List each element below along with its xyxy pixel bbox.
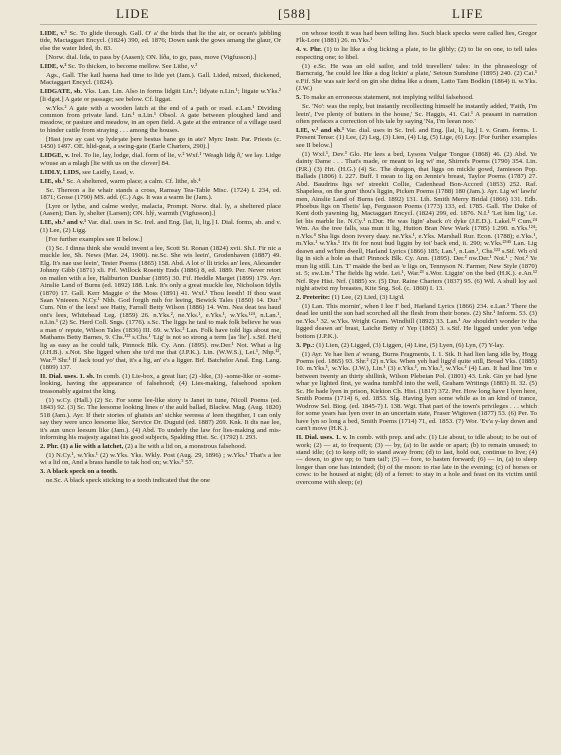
entry-text: (1) e.Sc. He was an old sailor, and told travellers' tales: in the phraseology of Barncraig, 'he could lee like a dog lickin' a plate,' Setoun Sunshine (1895) 240. (2) Cai.¹ e.Fif. She was sair lee'd on gin she didna like a dram, Latto Tam Bodkin (1864) ii. w.Yks. (J.W.) xyxy=(296,62,537,93)
entry-headword: 5. xyxy=(296,94,302,102)
entry-text: (1) Lan. This mornin', when I lee I' bed, Harland Lyrics (1866) 234. e.Lan.¹ There the dead lee until the sun had scorched all the flesh from their bones. (2) Shr.¹ Inform. 53. (3) ne.Yks.¹ 32. w.Yks. Wright Gram. Windhill (1892) 33. Lan.¹ Aw shouldn't wonder iv tha ligged deawn an' brast, Laiche Betty o' Yep (1865) 3. s.Stf. He ligged under yon 'edge bottom (J.P.K.). xyxy=(296,302,537,340)
dictionary-entry xyxy=(40,88,281,103)
entry-text: Sc. A sheltered, warm place; a calm. Cf. lithe, sb.⁴ xyxy=(66,177,201,185)
dictionary-entry xyxy=(296,294,537,301)
entry-text: see Laidly, Lead, v. xyxy=(82,168,135,176)
entry-text: ne.Sc. A black speck sticking to a tooth indicated that the one xyxy=(46,477,210,485)
entry-text: [Norw. dial. lida, to pass by (Aasen); ON. líða, to go, pass, move (Vigfusson).] xyxy=(46,53,257,61)
dictionary-entry xyxy=(40,187,281,202)
entry-headword: 4. v. Phr. xyxy=(296,46,322,54)
entry-text: (1) Lien, (2) Ligged, (3) Liggen, (4) Line, (5) Lyen, (6) Lyn, (7) Y-lay. xyxy=(316,341,505,349)
right-column xyxy=(296,30,537,748)
entry-text: (1) N.Cy.¹, w.Yks.¹ (2) w.Yks. Yks. Wkly. Post (Aug. 29, 1896) ; w.Yks.¹ That's a lee wi a lid on, And a brass handle to tak hod on; w.Yks.⁵ 57. xyxy=(40,452,281,467)
entry-text: Ags., Gall. The kail haena had time to lide yet (Jam.). Gall. Lided, mixed, thickened, Mactaggart Encycl. (1824). xyxy=(40,71,281,87)
entry-text: Var. dial. uses in Sc. Irel. and Eng. [lai, li, lig.] I. v. Gram. forms. 1. Present Tense: (1) Lee, (2) Leg, (3) Lien, (4) Lig, (5) Lige, (6) Loy. [For further examples see II below.] xyxy=(296,126,537,149)
dictionary-entry xyxy=(40,152,281,167)
entry-text: In comb. (1) Lie-box, a great liar; (2) -like, (3) -some-like or -some-looking, having the appearance of falsehood; (4) Lies-making, falsehood spoken treasonably against the king. xyxy=(40,372,281,395)
entry-headword: LIDE, v.² xyxy=(40,62,67,70)
dictionary-entry xyxy=(40,452,281,467)
entry-text: In comb. with prep. and adv. (1) Lie about, to idle about; to be out of work; (2) — at, to frequent; (3) — by, (a) to lie aside or apart; (b) to remain unused; to stand idle; (c) to keep off; to stand away from; (d) to last, hold out, continue to live; (4) — down, to give up; to 'turn tail'; (5) — fore, to hasten forward; (6) — in, (a) to sleep longer than one has intended; (b) of the moon: to rise late in the evening; (c) of horses or cows: to be housed at night; (d) of a ferret: to stay in a hole and feast on its victim until overcome with sleep; (e) xyxy=(296,434,537,486)
dictionary-entry xyxy=(40,136,281,151)
entry-headword: 3. Pp.: xyxy=(296,341,315,349)
dictionary-entry xyxy=(296,351,537,433)
entry-headword: LIDLY, LIDS, xyxy=(40,168,81,176)
entry-headword: 3. A black speck on a tooth. xyxy=(40,468,118,476)
dictionary-entry xyxy=(40,169,281,176)
entry-text: (1) to lie like a dog licking a plate, to lie glibly; (2) to lie on one, to tell tales respecting one; to libel. xyxy=(296,46,537,61)
dictionary-entry xyxy=(296,63,537,93)
dictionary-entry xyxy=(296,303,537,340)
header-left-guide-word: LIDE xyxy=(116,6,150,21)
entry-headword: 2. Preterite: xyxy=(296,293,331,301)
entry-headword: LIDE, v.¹ xyxy=(40,30,68,37)
entry-headword: LIE, v.² and sb.³ xyxy=(296,126,344,134)
dictionary-entry xyxy=(40,63,281,70)
entry-text: Yks. Lan. Lin. Also in forms lidgitt Lin.¹; lidyate n.Lin.¹; litgate w.Yks.² [li·dgət.] A gate or passage; see below. Cf. liggat. xyxy=(40,88,281,103)
entry-text: (1) Sc. I dinna think she would invent a lee, Scott St. Ronan (1824) xvii. Sh.I. Fir nic a muckle lee, Sh. News (Mar. 24, 1900). ne.Sc. She wis leein', Grodenhaven (1887) 49. Elg. It's nae use leein', Tester Poems (1865) 158. Abd. A lot o' lli tricks an' lees, Alexander Johnny Gibb (1871) xli. Frf. Willock Rosetty Ends (1886) 8, ed. 1889. Per. Never retort on mailen with a lee, Haliburton Dunbar (1895) 30. Fif. Heddle Marget (1899) 179. Ayr. Ainslie Land of Burns (ed. 1892) 188. Lnk. It's only a great muckle lee, Nicholson Idylls (1870) 17. Gall. Kerr Maggie o' the Moss (1891) 41. Wxf.¹ Thou leesth! If thou wast Saan Vnieeen. N.Cy.¹ Nhb. God forgih mih for leeing, Bewick Tales (1850) 14. Dur.¹ Cum. Nin o' the lees! see Hatty, Farrall Betty Wilson (1886) 14. Wm. Nea deat tea haud ont's lees, Whitehead Leg. (1859) 26. n.Yks.², ne.Yks.¹, e.Yks.¹, w.Yks.¹²⁴, n.Lan.¹, n.Lin.¹ (2) Sc. Herd Coll. Sngs. (1776). s.Sc. The liggs he taul to mak folk believe he was a man o' repute, Wilson Tales (1836) III. 69. w.Yks.³ Lan. Folk have told ligs about me, Mathams Betty Barnes, 9. Chs.¹²³ s.Chs.¹ 'Lig' is not so strong a term [as 'lie']. s.Stf. He'd lig as easy as he could talk, Pinnock Blk. Cy. Ann. (1895). nw.Der.¹ Not. What a lig (J.H.B.). s.Not. She ligged when she to'd me that (J.P.K.). Lin. (W.W.S.), Lei.¹, Nhp.¹², War.²³ Shr.¹ If Jack toud yo' that, it's a lig, an' e's a ligger. Brf. Batchelor Anal. Eng. Lang. (1809) 137. xyxy=(40,244,281,372)
entry-text: To make an erroneous statement, not implying wilful falsehood. xyxy=(302,94,474,102)
dictionary-entry xyxy=(296,151,537,293)
dictionary-entry xyxy=(40,72,281,87)
dictionary-entry xyxy=(40,105,281,135)
entry-text: Var. dial. uses in Sc. Irel. and Eng. [lai, li, lig.] I. Dial. forms, sb. and v. (1) Lee, (2) Ligg. xyxy=(40,219,281,234)
entry-text: [For further examples see II below.] xyxy=(46,235,143,243)
dictionary-entry xyxy=(296,94,537,101)
left-column xyxy=(40,30,281,748)
dictionary-entry xyxy=(40,468,281,475)
entry-headword: II. Dial. uses. 1. sb. xyxy=(40,372,95,380)
entry-text: Sc. Thereon a lie whair stands a cross, Ramsay Tea-Table Misc. (1724) I. 234, ed. 1871; Grose (1790) MS. add. (C.) Ags. It was a warm lie (Jam.). xyxy=(40,186,281,202)
dictionary-entry xyxy=(296,30,537,45)
entry-text: [Hast jow ay cast vp lydeȝate þere bestus hane go in ate? Myrc Instr. Par. Priests (c. 1450) 1497. OE. hlid-geat, a swing-gate (Earle Charters, 290).] xyxy=(40,135,281,151)
page-number: [588] xyxy=(278,6,312,21)
dictionary-entry xyxy=(296,46,537,61)
entry-text: (1) Ayr. Ye hae lien a' wrang, Burns Fragments, I. 1. Stk. It had lien lang idle by, Hogg Poems (ed. 1865) 93. Shr.² (2) n.Yks. When yeh had ligg'd quite still, Broad Yks. (1885) 10. m.Yks.¹, w.Yks. (J.W.), Lin.¹ (3) e.Yks.¹, m.Yks.¹, w.Yks.² (4) Lan. It had line 'im e between twenty an thirty shillink, Wilson Plebeian Pol. (1801) 43. Lnk. Gin ye had lyne whar ye lighted first, ye wadna tumbl'd into the well, Graham Writings (1883) II. 32. (5) Sc. He hade lyen in prison, Kirkton Ch. Hist. (1817) 372. Per. How long have I lyen here, Smith Poems (1714) 6, ed. 1853. Slg. Having lyen some while as in an kind of trance, Wodrow Sel. Biog. (ed. 1845-7) I. 138. Wgt. That part of the town's privileges . . . which for some years has lyen over in an uncertain state, Fraser Wigtown (1877) 53. (6) Per. To have lyn so long a bed, Smith Poems (1714) 71, ed. 1853. (7) Wor. 'Ev'a y-lay down and carn't move (H.K.). xyxy=(296,350,537,433)
dictionary-entry xyxy=(40,236,281,243)
dictionary-entry xyxy=(40,30,281,52)
entry-text: [Lyre or lythe, and calme wedyr, malacia, Prompt. Norw. dial. ly, a sheltered place (Aasen); Dan. ly, shelter (Larsen); ON. hlý, warmth (Vigfusson).] xyxy=(40,203,281,218)
dictionary-entry xyxy=(40,397,281,442)
dictionary-entry xyxy=(40,203,281,218)
dictionary-entry xyxy=(40,245,281,372)
entry-text: (1) w.Cy. (Hall.) (2) Sc. For some lee-like story is Janet in tune, Nicoll Poems (ed. 1843) 92. (3) Sc. The leesome looking lines o' the auld ballad, Blackw. Mag. (Aug. 1820) 518 (Jam.). Ayr. If their stories of ghaists an' sichke wereна a' leen thegither, I can only say they were unco leesome like, Service Dr. Duguid (ed. 1887) 269. Knk. It dis nae lee, it's aun unco leesum like (Jam.). (4) Abd. To underly the law for lies-making and mis-informing his majesty against his good subjects, Spalding Hist. Sc. (1792) I. 293. xyxy=(40,396,281,442)
dictionary-entry xyxy=(40,178,281,185)
dictionary-entry xyxy=(296,434,537,486)
entry-text: (1) Lee, (2) Lied, (3) Lig'd. xyxy=(331,293,405,301)
entry-headword: LIDGATE, sb. xyxy=(40,88,83,96)
dictionary-entry xyxy=(40,443,281,450)
dictionary-entry xyxy=(40,373,281,395)
entry-headword: LIE, sb.² and v.¹ xyxy=(40,219,87,227)
dictionary-entry xyxy=(40,54,281,61)
entry-headword: 2. Phr. (1) a lie with a latchet, xyxy=(40,443,124,451)
entry-headword: LIDGE, v. xyxy=(40,152,70,160)
dictionary-entry xyxy=(40,219,281,234)
dictionary-entry xyxy=(40,477,281,484)
entry-headword: II. Dial. uses. 1. v. xyxy=(296,434,348,442)
entry-text: (1) Wxf.¹, Dev.³ Glo. He lees a bed, Lysons Vulgar Tongue (1868) 46. (2) Abd. Ye dainty Dame . . . That's made, or meant to leg wi' me, Shirrefs Poems (1790) 354. Lin. (P.R.) (3) Hrt. (H.G.) (4) Sc. The draigon, that liggs on mickle gowd, Jamieson Pop. Ballads (1806) I. 227. Buff. I mean to lig on Jennie's breast, Taylor Poems (1787) 27. Abd. Baudrins ligs wi' streekit Collie, Cadenhead Bon-Accord (1853) 252. Raf. Shapeless, on the grun' thou's liggin, Picken Poems (1788) 180 (Jam.). Ayr. Lig wi' lawfu' men, Ainslie Land of Burns (ed. 1892) 131. Lth. Smith Merry Bridal (1866) 131. Edb. Phoebus ligs on Thetis' lap, Fergusson Poems (1773) 133, ed. 1785. Gall. The Duke of Kent doth yawning lig, Mactaggart Encycl. (1824) 299, ed. 1876. N.I.¹ 'Let him lig,' i.e. let his marble lie. N.Cy.¹ n.Dur. He was ligin' aback o't dyke (J.E.D.). Lakel.¹² Cum.²⁴ Wm. As the tree falls, sua mun it lig, Hutton Bran New Wark (1785) 1.290. n.Yks.¹²⁴; n.Yks.⁴ Sha ligs doon ivvery daay. ne.Yks.¹, e.Yks. Marshall Rur. Econ. (1788); e.Yks.¹, m.Yks.¹ w.Yks.¹ It's fit for nout bud liggin by tot' back end, ii. 290; w.Yks.²³⁴⁵ Lan. Lig deawn and wi'him dwell, Harland Lyrics (1866) 185; Lan.¹, n.Lan.¹, Chs.¹²³ s.Stf. Wh o'd lig in sich a hole as that! Pinnock Blk. Cy. Ann. (1895). Der.² nw.Der.¹ Not.¹ ; Not.² Ye mun lig still. Lin. T' maäde the bed as 'e ligs on, Tennyson N. Farmer, New Style (1870) st. 5; sw.Lin.¹ The fields lig wide. Lei.¹, War.²³ s.Wor. Liggin' on the bed (H.K.). e.An.¹² Nrf. Rye Hist. Nrf. (1885) xv. (5) Dur. Raine Charters (1837) 95. (6) Wil. A shull loy aol night atwixt my breastes, Kite Sng. Sol. (c. 1860) I. 13. xyxy=(296,150,537,292)
entry-text: on whose tooth it was had been telling lies. Such black specks were called lies, Gregor Flk-Lore (1881) 26. m.Yks.¹ xyxy=(296,30,537,45)
dictionary-entry xyxy=(296,103,537,125)
entry-text: Irel. To lie, lay, lodge, dial. form of lie, v.² Wxf.¹ 'Weagh lidg ð,' we lay. Lidge w'ouse an a mlagh [lie with us on the clover] 84. xyxy=(40,152,281,167)
entry-text: Sc. To glide through. Gall. O' a' the birds that lie the air, or ocean's jabbling tide, Mactaggart Encycl. (1824) 390, ed. 1876; Down sank the gows amang the glaur, Or else the water lided, ib. 83. xyxy=(40,30,281,52)
entry-headword: LIE, sb.¹ xyxy=(40,177,65,185)
entry-text: w.Yks.² A gate with a wooden latch at the end of a path or road. e.Lan.¹ Dividing common from private land. Lin.¹ n.Lin.¹ Obsol. A gate between ploughed land and meadow, or pasture and meadow, in an open field. A gate at the entrance of a village used to hinder cattle from straying . . . among the houses. xyxy=(40,104,281,134)
dictionary-entry xyxy=(296,127,537,149)
running-header xyxy=(40,4,537,25)
entry-text: Sc. To thicken, to become mellow. See Lithe, v.³ xyxy=(68,62,198,70)
header-right-guide-word: LIFE xyxy=(452,6,484,21)
entry-text: Sc. 'No': was the reply, but instantly recollecting himself he instantly added, 'Faith, I'm leein', I've plenty of butters in the house,' Sc. Haggis, 41. Cai.¹ A peasant in narration often prefaces a correction of his tale by saying 'Na, I'm leean noo.' xyxy=(296,103,537,125)
dictionary-entry xyxy=(296,342,537,349)
entry-text: (2) a lie with a lid on, a monstrous falsehood. xyxy=(125,443,247,451)
